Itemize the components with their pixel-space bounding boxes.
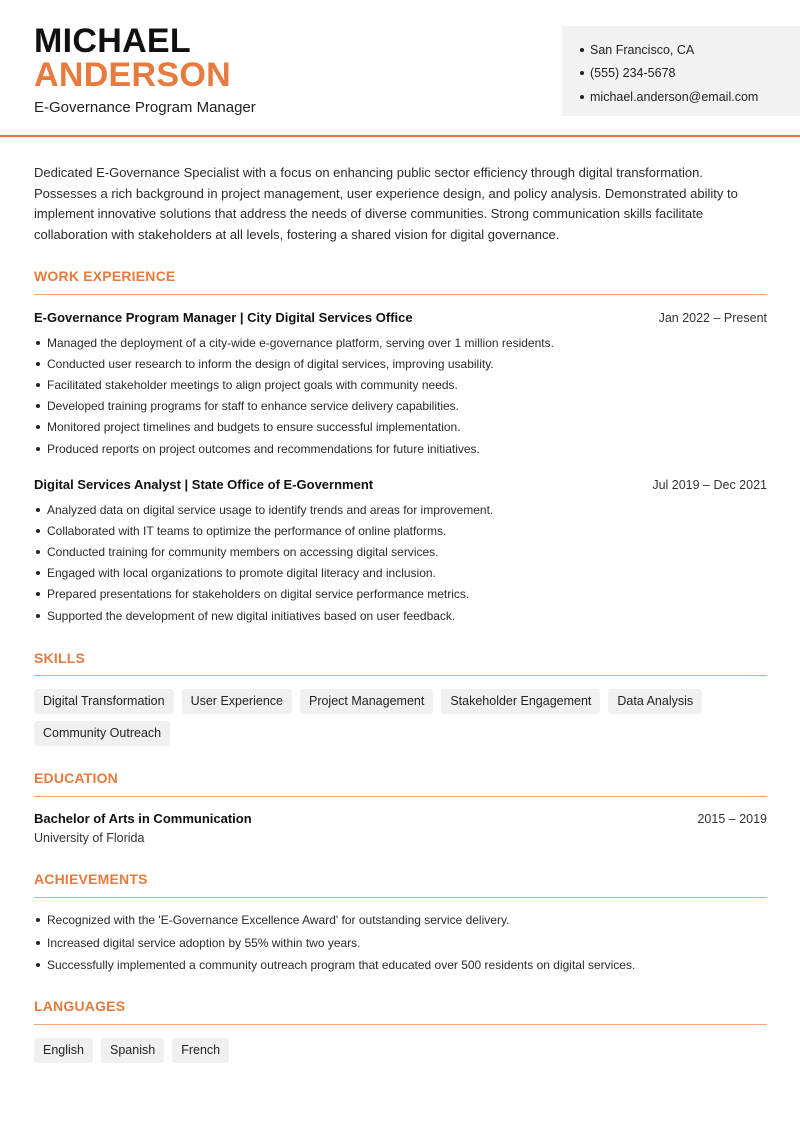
location-text: San Francisco, CA	[590, 42, 695, 57]
education-school: University of Florida	[34, 831, 145, 845]
list-item: Successfully implemented a community outreach program that educated over 500 residents on digital services.	[34, 954, 767, 977]
list-item: Developed training programs for staff to enhance service delivery capabilities.	[34, 396, 767, 417]
job-header	[34, 310, 767, 325]
job-dates: Jan 2022 – Present	[658, 311, 767, 325]
section-divider	[34, 897, 767, 898]
list-item: Engaged with local organizations to promote digital literacy and inclusion.	[34, 563, 767, 584]
bullet-icon	[36, 508, 40, 512]
job-title: E-Governance Program Manager	[34, 99, 256, 116]
bullet-icon	[36, 550, 40, 554]
bullet-icon	[580, 71, 584, 75]
job-bullets	[34, 332, 767, 459]
email-text: michael.anderson@email.com	[590, 89, 759, 104]
list-item: Prepared presentations for stakeholders on digital service performance metrics.	[34, 584, 767, 605]
bullet-icon	[36, 383, 40, 387]
contact-box	[562, 26, 800, 116]
bullet-icon	[36, 592, 40, 596]
language-tag: Spanish	[101, 1038, 164, 1063]
list-item: Supported the development of new digital initiatives based on user feedback.	[34, 605, 767, 626]
contact-phone	[580, 62, 800, 86]
job-role: Digital Services Analyst | State Office of E-Government	[34, 477, 374, 492]
list-item: Managed the deployment of a city-wide e-governance platform, serving over 1 million residents.	[34, 332, 767, 353]
list-item: Increased digital service adoption by 55% within two years.	[34, 932, 767, 955]
list-item: Monitored project timelines and budgets to ensure successful implementation.	[34, 417, 767, 438]
list-item: Facilitated stakeholder meetings to align project goals with community needs.	[34, 374, 767, 395]
bullet-icon	[36, 941, 40, 945]
bullet-icon	[36, 571, 40, 575]
last-name: ANDERSON	[34, 56, 231, 94]
bullet-icon	[36, 341, 40, 345]
bullet-icon	[36, 918, 40, 922]
bullet-icon	[580, 95, 584, 99]
bullet-icon	[36, 447, 40, 451]
bullet-icon	[36, 404, 40, 408]
skill-tag: User Experience	[182, 689, 292, 714]
section-divider	[34, 675, 767, 676]
list-item: Conducted training for community members on accessing digital services.	[34, 541, 767, 562]
section-divider	[34, 796, 767, 797]
section-title-achievements: ACHIEVEMENTS	[34, 871, 148, 887]
list-item: Analyzed data on digital service usage to identify trends and areas for improvement.	[34, 499, 767, 520]
bullet-icon	[36, 425, 40, 429]
list-item: Conducted user research to inform the design of digital services, improving usability.	[34, 353, 767, 374]
skill-tag: Data Analysis	[608, 689, 702, 714]
section-divider	[34, 1024, 767, 1025]
section-title-experience: WORK EXPERIENCE	[34, 268, 176, 284]
section-title-languages: LANGUAGES	[34, 998, 126, 1014]
first-name: MICHAEL	[34, 22, 191, 60]
section-title-skills: SKILLS	[34, 650, 85, 666]
job-bullets	[34, 499, 767, 626]
job-role: E-Governance Program Manager | City Digital Services Office	[34, 310, 413, 325]
education-dates: 2015 – 2019	[697, 812, 767, 826]
skill-tag: Community Outreach	[34, 721, 170, 746]
bullet-icon	[580, 48, 584, 52]
job-dates: Jul 2019 – Dec 2021	[652, 478, 767, 492]
bullet-icon	[36, 963, 40, 967]
list-item: Produced reports on project outcomes and recommendations for future initiatives.	[34, 438, 767, 459]
education-degree: Bachelor of Arts in Communication	[34, 811, 252, 826]
language-tag: French	[172, 1038, 229, 1063]
bullet-icon	[36, 529, 40, 533]
phone-text: (555) 234-5678	[590, 66, 676, 81]
job-header	[34, 477, 767, 492]
list-item: Collaborated with IT teams to optimize the performance of online platforms.	[34, 520, 767, 541]
achievements-list	[34, 909, 767, 977]
summary-paragraph: Dedicated E-Governance Specialist with a focus on enhancing public sector efficiency through digital transformation. Possesses a rich background in project management, user experience design, and policy analysis. Demonstrated ability to implement innovative solutions that address the needs of diverse communities. Strong communication skills facilitate collaboration with stakeholders at all levels, fostering a shared vision for digital governance.	[34, 165, 738, 243]
skill-tag: Project Management	[300, 689, 433, 714]
bullet-icon	[36, 362, 40, 366]
resume-header	[0, 0, 800, 137]
section-title-education: EDUCATION	[34, 770, 118, 786]
languages-list	[34, 1038, 767, 1070]
skill-tag: Stakeholder Engagement	[441, 689, 600, 714]
contact-location	[580, 38, 800, 62]
skills-list	[34, 689, 767, 753]
bullet-icon	[36, 614, 40, 618]
skill-tag: Digital Transformation	[34, 689, 174, 714]
section-divider	[34, 294, 767, 295]
language-tag: English	[34, 1038, 93, 1063]
contact-email	[580, 85, 800, 109]
list-item: Recognized with the 'E-Governance Excellence Award' for outstanding service delivery.	[34, 909, 767, 932]
